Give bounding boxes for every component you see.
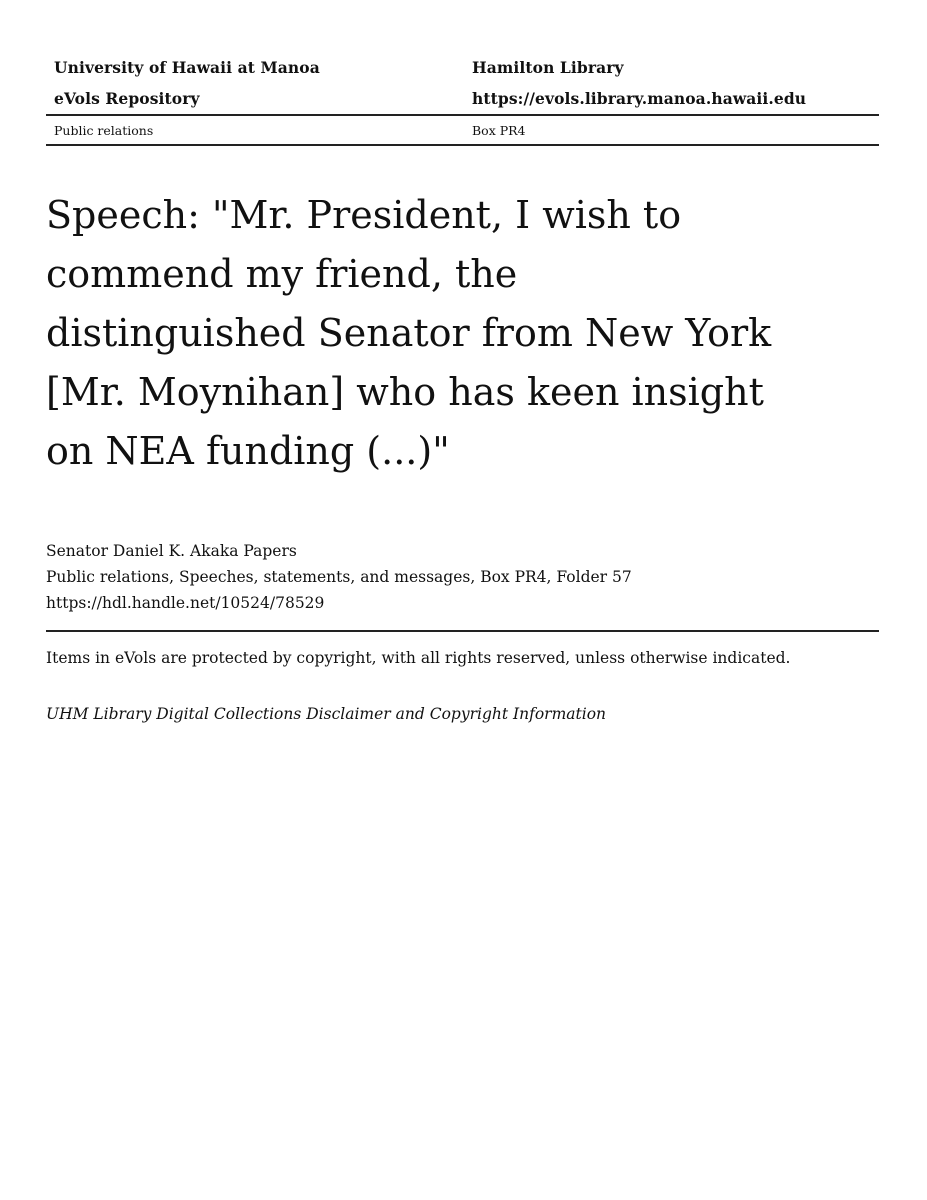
- handle-link[interactable]: https://hdl.handle.net/10524/78529: [46, 594, 325, 612]
- header-row-2: [46, 83, 879, 114]
- box-label: Box PR4: [472, 122, 526, 138]
- footer-divider: [46, 630, 879, 632]
- repository-url[interactable]: https://evols.library.manoa.hawaii.edu: [472, 89, 807, 108]
- copyright-notice: Items in eVols are protected by copyright, with all rights reserved, unless otherwise indicated.: [46, 649, 791, 667]
- repository-name: eVols Repository: [54, 89, 200, 108]
- folder-location: Public relations, Speeches, statements, and messages, Box PR4, Folder 57: [46, 568, 632, 586]
- document-title: Speech: "Mr. President, I wish to commend my friend, the distinguished Senator from New York [Mr. Moynihan] who has keen insight on NEA funding (...)": [46, 193, 772, 473]
- header-row-3: [46, 116, 879, 144]
- series-name: Public relations: [54, 122, 154, 138]
- collection-name: Senator Daniel K. Akaka Papers: [46, 542, 297, 560]
- header: [46, 52, 879, 146]
- header-row-1: [46, 52, 879, 83]
- library-name: Hamilton Library: [472, 58, 624, 77]
- header-bottom-divider: [46, 144, 879, 146]
- document-metadata: [46, 538, 879, 616]
- institution-name: University of Hawaii at Manoa: [54, 58, 320, 77]
- disclaimer-link[interactable]: UHM Library Digital Collections Disclaimer and Copyright Information: [46, 705, 607, 723]
